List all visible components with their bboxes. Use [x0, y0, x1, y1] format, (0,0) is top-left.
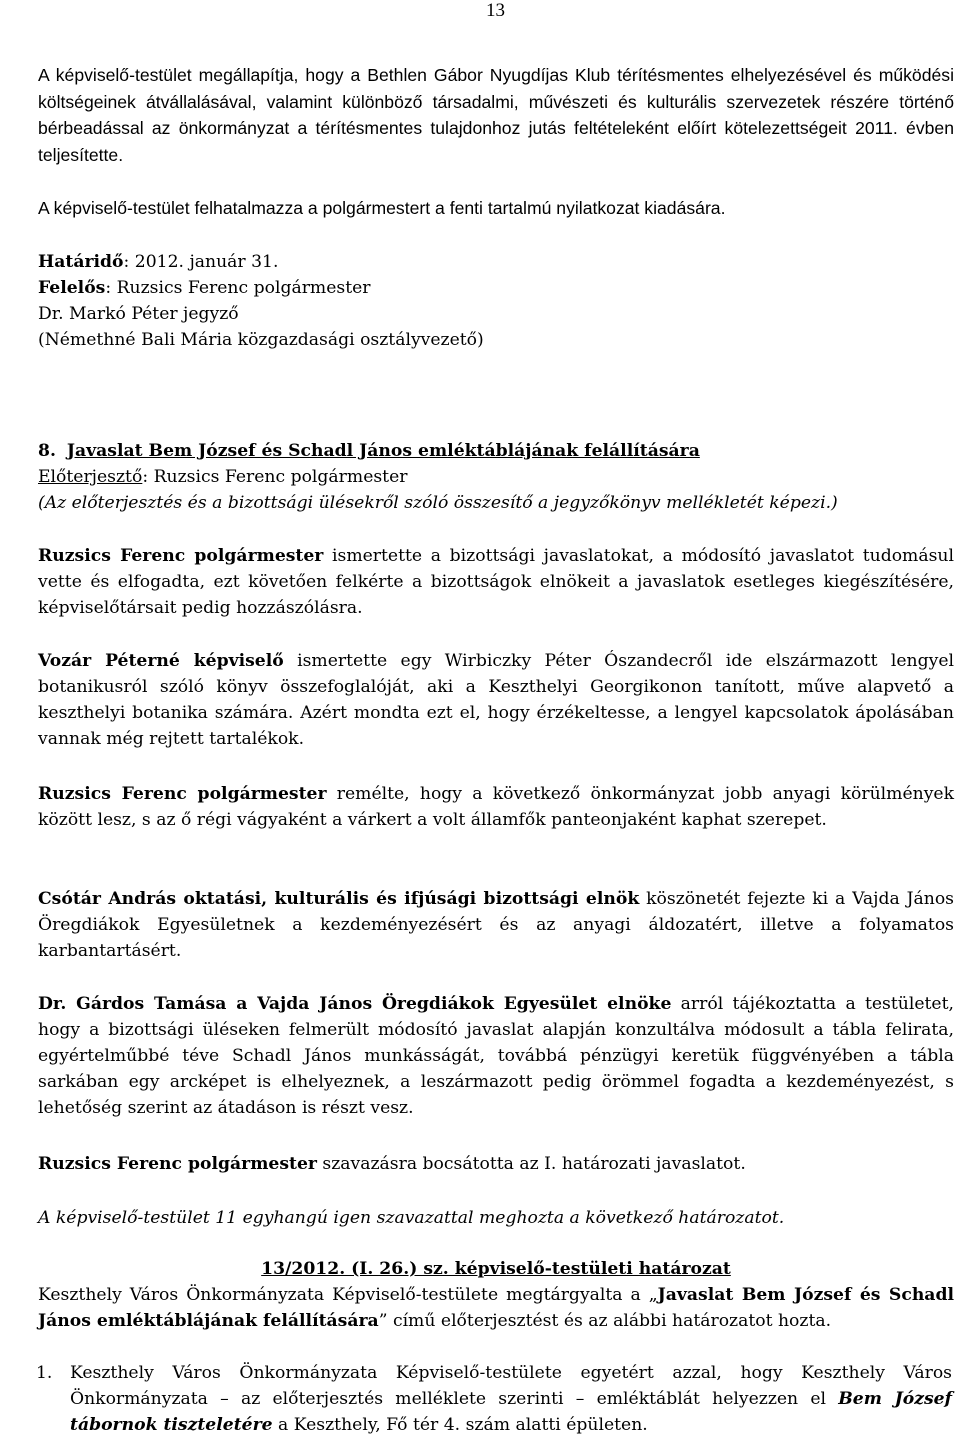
agenda-item-title: Javaslat Bem József és Schadl János emléktáblájának felállítására: [66, 441, 700, 461]
attachment-note: (Az előterjesztés és a bizottsági ülésekről szóló összesítő a jegyzőkönyv mellékletét képezi.): [38, 493, 838, 513]
speaker-3: Ruzsics Ferenc polgármester: [38, 784, 327, 804]
resolution-item-1-a: Keszthely Város Önkormányzata Képviselő-testülete egyetért azzal, hogy Keszthely Város Önkormányzata – az előterjesztés melléklete szerinti – emléktáblát helyezzen el: [70, 1363, 952, 1409]
resolution-item-1-c: a Keszthely, Fő tér 4. szám alatti épületen.: [272, 1415, 648, 1435]
page-number: 13: [486, 0, 505, 21]
vote-result: A képviselő-testület 11 egyhangú igen szavazattal meghozta a következő határozatot.: [38, 1208, 785, 1228]
presenter-line: [38, 464, 954, 490]
responsible-label: Felelős: [38, 278, 106, 298]
resolution-title-wrap: [38, 1256, 954, 1282]
paragraph-1-text: ismertette a bizottsági javaslatokat, a módosító javaslatot tudomásul vette és elfogadta, ezt követően felkérte a bizottságok elnökeit a javaslatok esetleges kiegészítésére, képviselőtársait pedig hozzászólásra.: [38, 546, 954, 618]
paragraph-3-text: remélte, hogy a következő önkormányzat jobb anyagi körülmények között lesz, s az ő régi vágyaként a várkert a volt államfők panteonjaként kaphat szerepet.: [38, 784, 955, 830]
paragraph-6-text: szavazásra bocsátotta az I. határozati javaslatot.: [316, 1154, 746, 1174]
presenter-label: Előterjesztő: [38, 467, 143, 487]
resolution-item-1-text: [36, 1360, 952, 1438]
resolution-item-1: [36, 1360, 952, 1438]
resolution-title: 13/2012. (I. 26.) sz. képviselő-testületi határozat: [261, 1259, 731, 1279]
responsible-value-3: (Némethné Bali Mária közgazdasági osztályvezető): [38, 330, 484, 350]
resolution-intro-a: Keszthely Város Önkormányzata Képviselő-testülete megtárgyalta a „: [38, 1285, 658, 1305]
paragraph-5: [38, 991, 954, 1121]
authorization-paragraph: A képviselő-testület felhatalmazza a polgármestert a fenti tartalmú nyilatkozat kiadására.: [38, 198, 726, 218]
responsible-value-2: Dr. Markó Péter jegyző: [38, 304, 239, 324]
paragraph-4: [38, 886, 954, 964]
intro-paragraph: A képviselő-testület megállapítja, hogy a Bethlen Gábor Nyugdíjas Klub térítésmentes elhelyezésével és működési költségeinek átvállalásával, valamint különböző társadalmi, művészeti és kulturális szervezetek részére történő bérbeadással az önkormányzat a térítésmentes tulajdonhoz jutás feltételeként előírt kötelezettségeit 2011. évben teljesítette.: [38, 65, 954, 165]
speaker-4: Csótár András oktatási, kulturális és ifjúsági bizottsági elnök: [38, 889, 640, 909]
speaker-1: Ruzsics Ferenc polgármester: [38, 546, 324, 566]
resolution-item-1-number: 1.: [36, 1363, 53, 1383]
resolution-intro-title: Javaslat Bem József és Schadl János emléktáblájának felállítására: [38, 1285, 954, 1331]
presenter-value: : Ruzsics Ferenc polgármester: [142, 467, 408, 487]
paragraph-6: [38, 1151, 954, 1177]
responsible-value-1: : Ruzsics Ferenc polgármester: [105, 278, 371, 298]
paragraph-1: [38, 543, 954, 621]
resolution-intro-c: ” című előterjesztést és az alábbi határozatot hozta.: [378, 1311, 832, 1331]
paragraph-2: [38, 648, 954, 752]
speaker-5: Gárdos Tamása a Vajda János Öregdiákok Egyesület elnöke: [76, 994, 672, 1014]
deadline-line: [38, 249, 954, 275]
agenda-item-8-heading: [38, 438, 954, 464]
paragraph-4-text: köszönetét fejezte ki a Vajda János Öregdiákok Egyesületnek a kezdeményezésért és az anyagi áldozatért, illetve a folyamatos karbantartásért.: [38, 889, 954, 961]
paragraph-2-text: ismertette egy Wirbiczky Péter Ószandecről ide elszármazott lengyel botanikusról szóló könyv összefoglalóját, aki a Keszthelyi Georgikonon tanított, műve alapvető a keszthelyi botanika számára. Azért mondta ezt el, hogy érzékeltesse, a lengyel kapcsolatok ápolásában vannak még rejtett tartalékok.: [38, 651, 955, 749]
resolution-intro: [38, 1282, 954, 1334]
speaker-2: Vozár Péterné képviselő: [38, 651, 284, 671]
agenda-item-number: 8.: [38, 441, 56, 461]
responsible-block: [38, 275, 954, 353]
paragraph-5-text: arról tájékoztatta a testületet, hogy a bizottsági üléseken felmerült módosító javaslat alapján konzultálva módosult a tábla felirata, egyértelműbbé téve Schadl János munkásságát, továbbá pénzügyi keretük függvényében a tábla sarkában egy arcképet is elhelyeznek, a leszármazott pedig örömmel fogadta a kezdeményezést, s lehetőség szerint az átadáson is részt vesz.: [38, 994, 954, 1118]
resolution-item-1-b: Bem József tábornok tiszteletére: [70, 1389, 952, 1435]
deadline-label: Határidő: [38, 252, 124, 272]
paragraph-3: [38, 781, 954, 833]
speaker-6: Ruzsics Ferenc polgármester: [38, 1154, 317, 1174]
speaker-5-prefix: Dr.: [38, 994, 77, 1014]
deadline-value: : 2012. január 31.: [123, 252, 279, 272]
